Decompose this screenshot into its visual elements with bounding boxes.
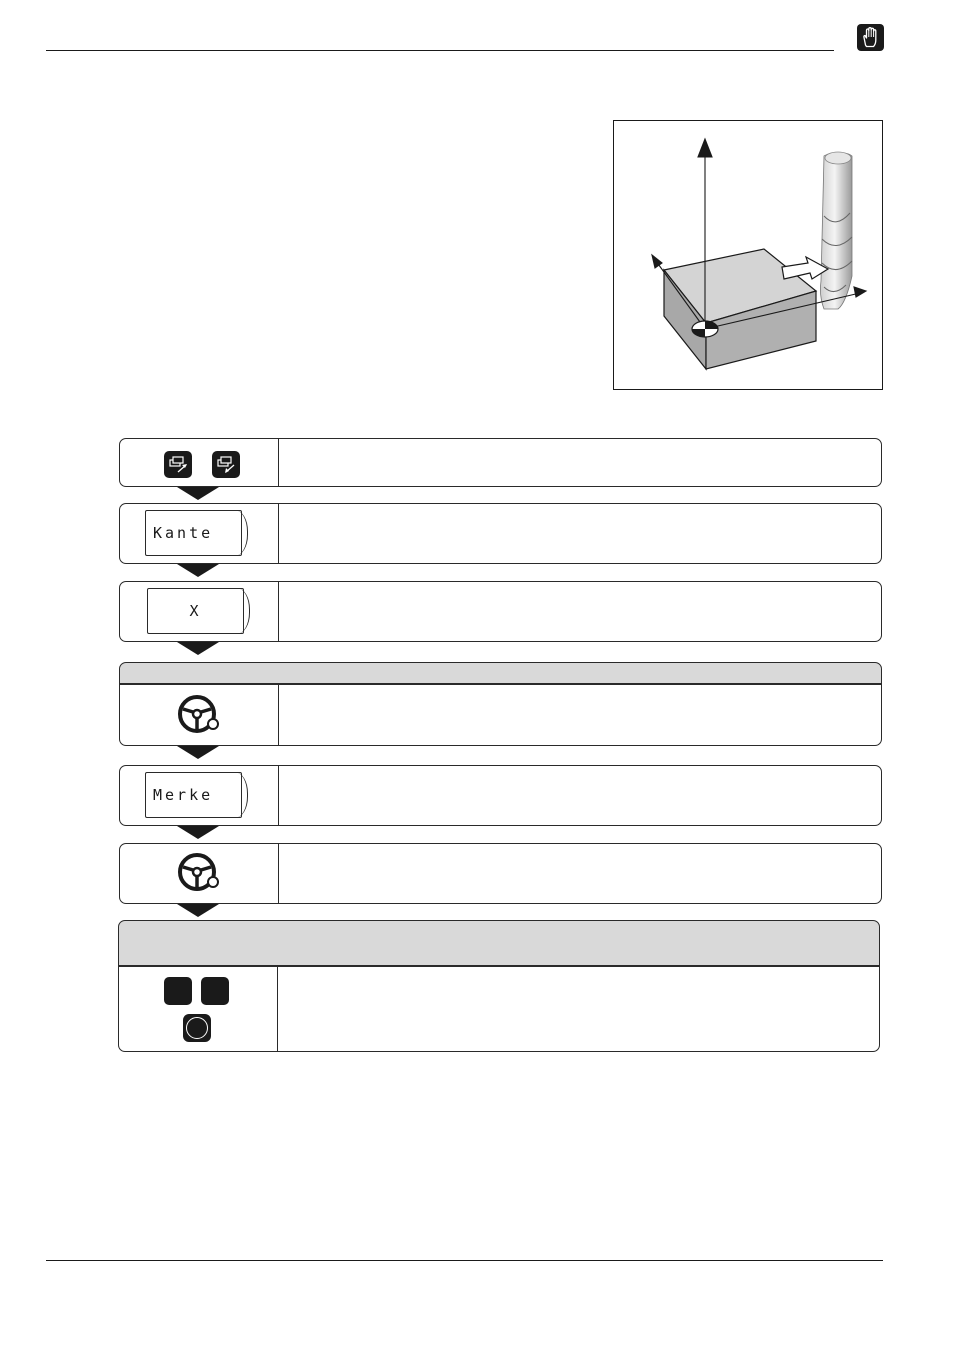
flow-arrow-icon — [177, 564, 219, 577]
step-5-keycell — [120, 766, 279, 825]
workpiece-figure — [613, 120, 883, 390]
hand-icon — [857, 24, 884, 51]
step-6-box — [119, 843, 882, 904]
flow-arrow-icon — [177, 904, 219, 917]
flow-arrow-icon — [177, 642, 219, 655]
datum-point-icon — [692, 321, 718, 337]
step-7-box — [118, 966, 880, 1052]
softkey-label: Kante — [153, 524, 214, 542]
handwheel-icon — [175, 851, 223, 897]
step-1-keycell — [120, 439, 279, 486]
step-4-keycell — [120, 685, 279, 745]
select-edge-key-down[interactable] — [212, 451, 240, 478]
softkey-merke[interactable] — [145, 772, 242, 818]
softkey-label: X — [189, 602, 202, 620]
softkey-kante[interactable] — [145, 510, 242, 556]
select-edge-key-up[interactable] — [164, 451, 192, 478]
handwheel-icon — [175, 693, 223, 739]
step-1-box — [119, 438, 882, 487]
softkey-label: Merke — [153, 786, 214, 804]
header-rule — [46, 50, 834, 51]
step-7-header-band — [118, 920, 880, 966]
step-4-header-band — [119, 662, 882, 684]
enter-key[interactable] — [183, 1014, 211, 1042]
softkey-x[interactable] — [147, 588, 244, 634]
flow-arrow-icon — [177, 826, 219, 839]
step-2-box — [119, 503, 882, 564]
step-6-keycell — [120, 844, 279, 903]
number-key[interactable] — [164, 977, 192, 1005]
flow-arrow-icon — [177, 487, 219, 500]
step-3-keycell — [120, 582, 279, 641]
step-4-box — [119, 684, 882, 746]
step-2-keycell — [120, 504, 279, 563]
flow-arrow-icon — [177, 746, 219, 759]
step-5-box — [119, 765, 882, 826]
end-mill-tool — [820, 152, 852, 309]
footer-rule — [46, 1260, 883, 1261]
step-7-keycell — [119, 967, 278, 1051]
number-key[interactable] — [201, 977, 229, 1005]
step-3-box — [119, 581, 882, 642]
